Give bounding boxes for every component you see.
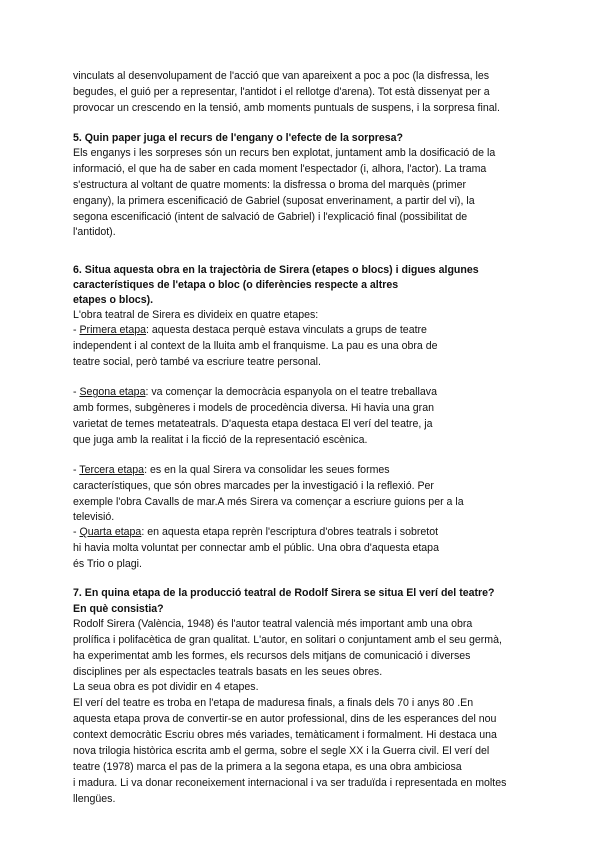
- stage-3-label: Tercera etapa: [79, 464, 145, 476]
- answer-7-line: El verí del teatre es troba en l'etapa de maduresa finals, a finals dels 70 i anys 80 .En: [73, 697, 474, 709]
- bullet-dash: -: [73, 464, 80, 476]
- stage-1-line: teatre social, però també va escriure teatre personal.: [73, 356, 321, 368]
- answer-7-line: Rodolf Sirera (València, 1948) és l'autor teatral valencià més important amb una obra: [73, 618, 473, 630]
- answer-7-line: ha experimentat amb les formes, els recursos dels mitjans de comunicació i diverses: [73, 650, 471, 662]
- stage-1-line: independent i al context de la lluita amb el franquisme. La pau es una obra de: [73, 340, 438, 352]
- answer-7-line: i madura. Li va donar reconeixement internacional i va ser traduïda i representada en moltes: [73, 777, 507, 789]
- answer-5-line: l'antidot).: [73, 226, 116, 238]
- stage-3-line: característiques, que són obres marcades per la investigació i la reflexió. Per: [73, 480, 434, 492]
- intro-line: begudes, el guió per a representar, l'antidot i el rellotge d'arena). Tot està dissenyat per a: [73, 86, 490, 98]
- bullet-dash: -: [73, 324, 80, 336]
- stage-4-line: hi havia molta voluntat per connectar amb el públic. Una obra d'aquesta etapa: [73, 542, 439, 554]
- answer-5-line: s'estructura al voltant de quatre moments: la disfressa o broma del marquès (primer: [73, 179, 466, 191]
- question-5-heading: 5. Quin paper juga el recurs de l'engany o l'efecte de la sorpresa?: [73, 132, 404, 144]
- stage-2-line: varietat de temes metateatrals. D'aquesta etapa destaca El verí del teatre, ja: [73, 418, 433, 430]
- answer-7-line: La seua obra es pot dividir en 4 etapes.: [73, 681, 259, 693]
- answer-5-line: engany), la primera escenificació de Gabriel (suposat enverinament, a partir del vi), la: [73, 195, 475, 207]
- stage-4-text: : en aquesta etapa reprèn l'escriptura d'obres teatrals i sobretot: [141, 526, 439, 538]
- question-7-heading: En què consistia?: [73, 603, 164, 615]
- stage-3-line: [73, 463, 390, 479]
- stage-3-line: exemple l'obra Cavalls de mar.A més Sirera va començar a escriure guions per a la: [73, 496, 464, 508]
- answer-7-line: llengües.: [73, 793, 116, 805]
- stage-4-line: [73, 525, 438, 541]
- stage-4-line: és Trio o plagi.: [73, 558, 142, 570]
- stage-1-label: Primera etapa: [79, 324, 147, 336]
- answer-7-line: prolífica i polifacètica de gran qualitat. L'autor, en solitari o conjuntament amb el seu germà,: [73, 634, 502, 646]
- stage-2-text: : va començar la democràcia espanyola on el teatre treballava: [145, 386, 437, 398]
- question-6-heading: etapes o blocs).: [73, 294, 154, 306]
- stage-2-line: amb formes, subgèneres i models de procedència diversa. Hi havia una gran: [73, 402, 434, 414]
- stage-3-text: : es en la qual Sirera va consolidar les seues formes: [144, 464, 390, 476]
- stage-2-line: [73, 385, 437, 401]
- intro-line: vinculats al desenvolupament de l'acció que van apareixent a poc a poc (la disfressa, les: [73, 70, 490, 82]
- question-7-heading: 7. En quina etapa de la producció teatral de Rodolf Sirera se situa El verí del teatre?: [73, 587, 495, 599]
- stage-3-line: televisió.: [73, 511, 115, 523]
- answer-7-line: nova trilogia històrica escrita amb el germa, sobre el segle XX i la Guerra civil. El verí del: [73, 745, 490, 757]
- answer-6-intro: L'obra teatral de Sirera es divideix en quatre etapes:: [73, 309, 319, 321]
- stage-2-label: Segona etapa: [79, 386, 146, 398]
- answer-7-line: disciplines per als espectacles teatrals basats en les seues obres.: [73, 666, 383, 678]
- intro-line: provocar un crescendo en la tensió, amb moments puntuals de suspens, i la sorpresa final.: [73, 102, 500, 114]
- stage-1-text: : aquesta destaca perquè estava vinculats a grups de teatre: [146, 324, 427, 336]
- question-6-heading: característiques de l'etapa o bloc (o diferències respecte a altres: [73, 279, 399, 291]
- answer-5-line: Els enganys i les sorpreses són un recurs ben explotat, juntament amb la dosificació de la: [73, 147, 496, 159]
- question-6-heading: 6. Situa aquesta obra en la trajectòria de Sirera (etapes o blocs) i digues algunes: [73, 264, 479, 276]
- bullet-dash: -: [73, 526, 80, 538]
- stage-1-line: [73, 323, 427, 339]
- answer-7-line: aquesta etapa prova de convertir-se en autor professional, dins de les esperances del nou: [73, 713, 497, 725]
- stage-4-label: Quarta etapa: [79, 526, 142, 538]
- answer-7-line: teatre (1978) marca el pas de la primera a la segona etapa, es una obra ambiciosa: [73, 761, 462, 773]
- bullet-dash: -: [73, 386, 80, 398]
- answer-7-line: context democràtic Escriu obres més variades, temàticament i formalment. Hi destaca una: [73, 729, 497, 741]
- answer-5-line: informació, el que ha de saber en cada moment l'espectador (i, alhora, l'actor). La trama: [73, 163, 487, 175]
- stage-2-line: que juga amb la realitat i la ficció de la representació escènica.: [73, 434, 368, 446]
- answer-5-line: segona escenificació (intent de salvació de Gabriel) i l'explicació final (possibilitat de: [73, 211, 468, 223]
